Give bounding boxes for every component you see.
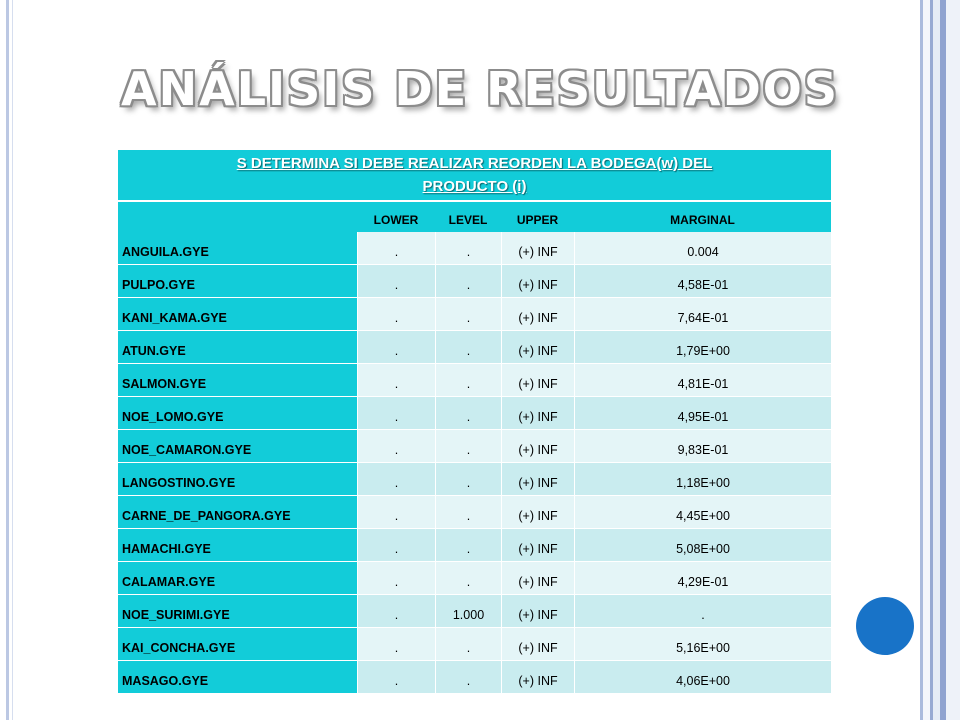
row-level-cell: . [435, 529, 501, 562]
row-marginal-cell: 4,58E-01 [574, 265, 831, 298]
row-lower-cell: . [357, 595, 435, 628]
row-name-cell: KANI_KAMA.GYE [118, 298, 357, 331]
row-marginal-cell: 9,83E-01 [574, 430, 831, 463]
header-cell-lower: LOWER [373, 213, 419, 227]
table-row [118, 628, 831, 661]
table-row [118, 595, 831, 628]
row-lower-cell: . [357, 661, 435, 694]
row-name-cell: MASAGO.GYE [118, 661, 357, 694]
table-row [118, 364, 831, 397]
row-upper-cell: (+) INF [501, 628, 574, 661]
row-lower-cell: . [357, 562, 435, 595]
row-upper-cell: (+) INF [501, 496, 574, 529]
row-marginal-cell: . [574, 595, 831, 628]
row-marginal-cell: 4,29E-01 [574, 562, 831, 595]
table-banner [118, 150, 831, 200]
header-cell-name [118, 202, 357, 232]
row-level-cell: . [435, 496, 501, 529]
row-upper-cell: (+) INF [501, 430, 574, 463]
row-name-cell: KAI_CONCHA.GYE [118, 628, 357, 661]
row-upper-cell: (+) INF [501, 232, 574, 265]
row-lower-cell: . [357, 496, 435, 529]
header-cell-level: LEVEL [448, 213, 488, 227]
row-lower-cell: . [357, 529, 435, 562]
row-lower-cell: . [357, 628, 435, 661]
row-name-cell: SALMON.GYE [118, 364, 357, 397]
row-lower-cell: . [357, 463, 435, 496]
row-name-cell: NOE_LOMO.GYE [118, 397, 357, 430]
row-upper-cell: (+) INF [501, 562, 574, 595]
table-row [118, 397, 831, 430]
table-row [118, 496, 831, 529]
slide-title: ANÁLISIS DE RESULTADOS [121, 62, 839, 116]
table-row [118, 331, 831, 364]
row-level-cell: . [435, 661, 501, 694]
table-row [118, 529, 831, 562]
row-lower-cell: . [357, 397, 435, 430]
row-upper-cell: (+) INF [501, 331, 574, 364]
row-upper-cell: (+) INF [501, 364, 574, 397]
banner-line-2: PRODUCTO (i) [422, 178, 527, 195]
results-table [118, 150, 831, 694]
row-level-cell: . [435, 430, 501, 463]
row-upper-cell: (+) INF [501, 463, 574, 496]
row-level-cell: . [435, 265, 501, 298]
banner-line-1: S DETERMINA SI DEBE REALIZAR REORDEN LA BODEGA(w) DEL [236, 155, 713, 172]
table-row [118, 562, 831, 595]
row-marginal-cell: 1,79E+00 [574, 331, 831, 364]
row-upper-cell: (+) INF [501, 661, 574, 694]
header-cell-upper: UPPER [516, 213, 559, 227]
row-level-cell: . [435, 298, 501, 331]
table-row [118, 661, 831, 694]
table-header-row [118, 200, 831, 232]
row-name-cell: NOE_SURIMI.GYE [118, 595, 357, 628]
row-marginal-cell: 0.004 [574, 232, 831, 265]
row-marginal-cell: 5,16E+00 [574, 628, 831, 661]
row-lower-cell: . [357, 265, 435, 298]
table-body [118, 232, 831, 694]
row-level-cell: . [435, 397, 501, 430]
row-name-cell: HAMACHI.GYE [118, 529, 357, 562]
row-marginal-cell: 4,95E-01 [574, 397, 831, 430]
row-upper-cell: (+) INF [501, 265, 574, 298]
row-upper-cell: (+) INF [501, 397, 574, 430]
table-row [118, 265, 831, 298]
row-level-cell: . [435, 628, 501, 661]
row-level-cell: . [435, 331, 501, 364]
row-name-cell: LANGOSTINO.GYE [118, 463, 357, 496]
row-level-cell: . [435, 463, 501, 496]
row-level-cell: . [435, 364, 501, 397]
row-name-cell: PULPO.GYE [118, 265, 357, 298]
row-upper-cell: (+) INF [501, 298, 574, 331]
row-lower-cell: . [357, 232, 435, 265]
row-marginal-cell: 4,81E-01 [574, 364, 831, 397]
row-level-cell: . [435, 232, 501, 265]
row-marginal-cell: 1,18E+00 [574, 463, 831, 496]
row-name-cell: NOE_CAMARON.GYE [118, 430, 357, 463]
row-marginal-cell: 7,64E-01 [574, 298, 831, 331]
row-level-cell: 1.000 [435, 595, 501, 628]
row-lower-cell: . [357, 331, 435, 364]
row-level-cell: . [435, 562, 501, 595]
row-name-cell: ANGUILA.GYE [118, 232, 357, 265]
row-name-cell: CARNE_DE_PANGORA.GYE [118, 496, 357, 529]
blue-circle-decoration [856, 597, 914, 655]
table-row [118, 232, 831, 265]
row-name-cell: CALAMAR.GYE [118, 562, 357, 595]
row-lower-cell: . [357, 364, 435, 397]
row-upper-cell: (+) INF [501, 529, 574, 562]
header-cell-marginal: MARGINAL [670, 213, 735, 227]
row-name-cell: ATUN.GYE [118, 331, 357, 364]
row-upper-cell: (+) INF [501, 595, 574, 628]
table-row [118, 430, 831, 463]
table-row [118, 463, 831, 496]
row-marginal-cell: 4,45E+00 [574, 496, 831, 529]
row-marginal-cell: 5,08E+00 [574, 529, 831, 562]
row-lower-cell: . [357, 430, 435, 463]
row-marginal-cell: 4,06E+00 [574, 661, 831, 694]
table-row [118, 298, 831, 331]
row-lower-cell: . [357, 298, 435, 331]
